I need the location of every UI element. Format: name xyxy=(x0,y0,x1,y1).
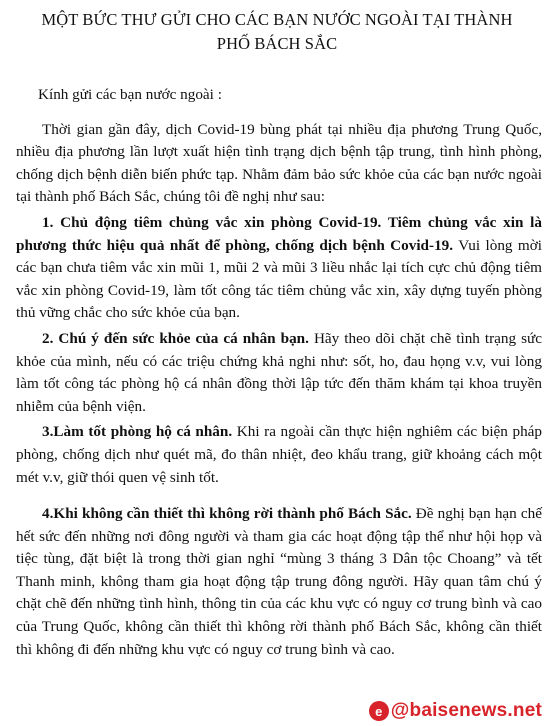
item-2-paragraph xyxy=(16,328,542,418)
item-3-text: Khi ra ngoài cần thực hiện nghiêm các biện pháp phòng, chống dịch như quét mã, đo thân nhiệt, đeo khẩu trang, giữ khoảng cách một mét v.v, giữ thói quen vệ sinh tốt. xyxy=(16,423,543,486)
item-3-heading: 3.Làm tốt phòng hộ cá nhân. xyxy=(42,423,233,441)
item-3-paragraph xyxy=(16,421,542,489)
item-4-paragraph xyxy=(16,503,542,661)
watermark-text: @baisenews.net xyxy=(390,700,542,721)
item-1-text: Vui lòng mời các bạn chưa tiêm vắc xin mũi 1, mũi 2 và mũi 3 liều nhắc lại tích cực chủ động tiêm vắc xin phòng Covid-19, làm tốt công tác tiêm chủng vắc xin, xây dựng tuyến phòng thủ vững chắc cho sức khỏe của bạn. xyxy=(16,236,542,322)
intro-paragraph: Thời gian gần đây, dịch Covid-19 bùng phát tại nhiều địa phương Trung Quốc, nhiều địa phương lần lượt xuất hiện tình trạng dịch bệnh tập trung, tình hình phòng, chống dịch bệnh diễn biến phức tạp. Nhằm đảm bảo sức khỏe của các bạn nước ngoài tại thành phố Bách Sắc, chúng tôi đề nghị như sau: xyxy=(16,120,542,206)
item-4-text: Đề nghị bạn hạn chế hết sức đến những nơi đông người và tham gia các hoạt động tập thể như hội họp và tiệc tùng, đặt biệt là trong thời gian nghỉ “mùng 3 tháng 3 Dân tộc Choang” và tết Thanh minh, không tham gia hoạt động tập trung đông người. Hãy quan tâm chú ý chặt chẽ đến những tình hình, thông tin của các khu vực có nguy cơ trung bình và cao của Trung Quốc, không cần thiết thì không rời thành phố Bách Sắc, không cần thiết thì không đi đến những khu vực có nguy cơ trung bình và cao. xyxy=(16,505,542,658)
item-2-heading: 2. Chú ý đến sức khỏe của cá nhân bạn. xyxy=(42,329,309,347)
document-title: MỘT BỨC THƯ GỬI CHO CÁC BẠN NƯỚC NGOÀI TẠI THÀNH PHỐ BÁCH SẮC xyxy=(41,10,513,53)
item-1-paragraph xyxy=(16,212,542,325)
watermark xyxy=(367,700,544,722)
greeting: Kính gửi các bạn nước ngoài : xyxy=(38,86,222,103)
item-2-text: Hãy theo dõi chặt chẽ tình trạng sức khỏe của mình, nếu có các triệu chứng khả nghi như: sốt, ho, đau họng v.v, vui lòng làm tốt công tác phòng hộ cá nhân đồng thời lập tức đến thăm khám tại khoa truyền nhiễm của bệnh viện. xyxy=(16,329,542,415)
document-body xyxy=(16,84,542,661)
item-1-heading: 1. Chủ động tiêm chủng vắc xin phòng Covid-19. Tiêm chủng vắc xin là phương thức hiệu quả nhất để phòng, chống dịch bệnh Covid-19. xyxy=(16,213,542,254)
news-logo-icon: e xyxy=(369,701,389,721)
item-4-heading: 4.Khi không cần thiết thì không rời thành phố Bách Sắc. xyxy=(42,505,412,523)
